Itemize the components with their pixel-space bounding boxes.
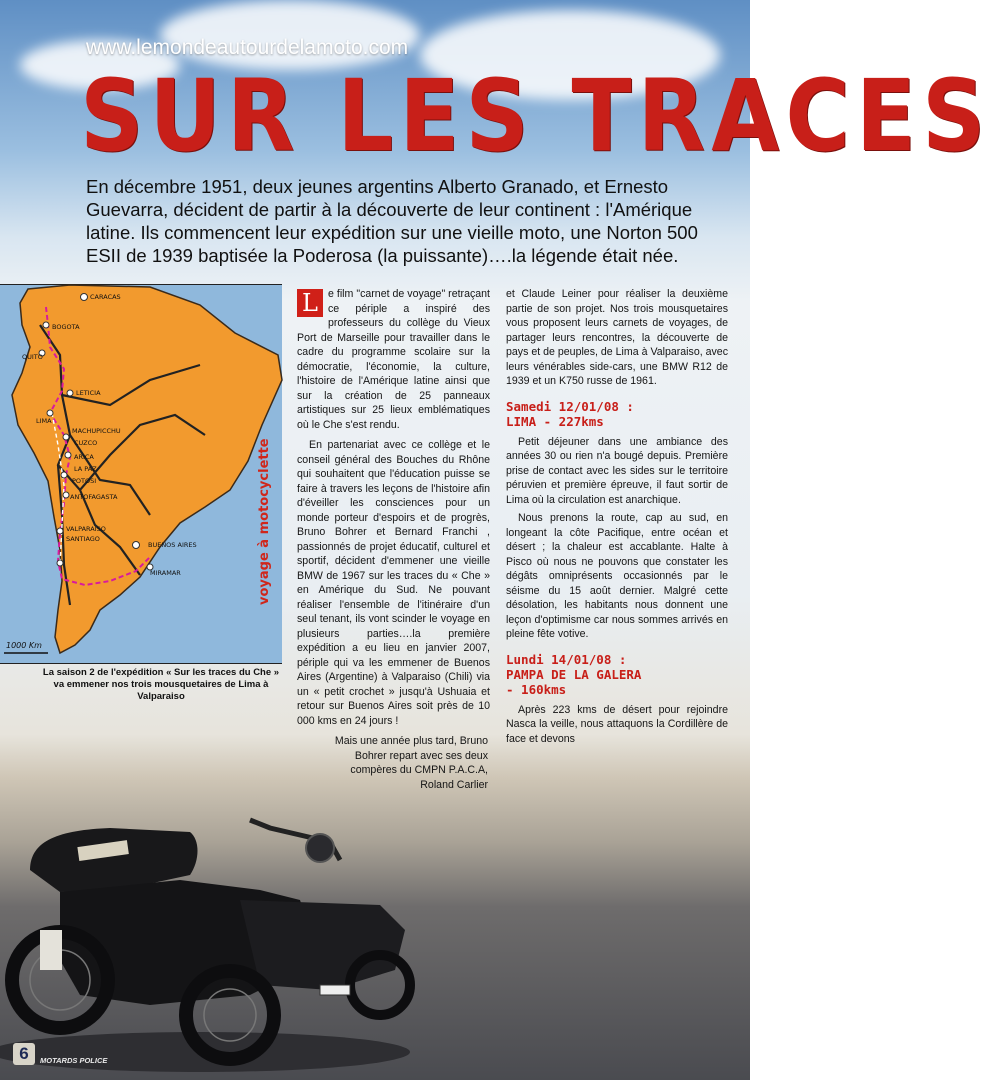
map-label-bogota: BOGOTA (52, 323, 80, 331)
map-label-miramar: MIRAMAR (150, 569, 181, 577)
section-heading-saturday (506, 399, 728, 429)
article-column-1 (297, 287, 490, 792)
article-paragraph-3: Mais une année plus tard, Bruno Bohrer repart avec ses deux compères du CMPN P.A.C.A, Roland Carlier (334, 735, 488, 791)
map-label-santiago: SANTIAGO (66, 535, 100, 543)
map-label-lima: LIMA (36, 417, 52, 425)
map-label-arica: ARICA (74, 453, 94, 461)
map-label-antofagasta: ANTOFAGASTA (70, 493, 118, 501)
map-label-la-paz: LA PAZ (74, 465, 97, 473)
map-label-buenos-aires: BUENOS AIRES (148, 541, 197, 549)
map-caption: La saison 2 de l'expédition « Sur les traces du Che » va emmener nos trois mousquetaires de Lima à Valparaiso (42, 667, 280, 702)
article-paragraph-6: Nous prenons la route, cap au sud, en longeant la côte Pacifique, entre océan et désert ; la chaleur est accablante. Halte à Pisco où nous ne pouvons que constater les dégâts omniprésents occasionnés par le séisme du 15 août dernier. Malgré cette désolation, les habitants nous donnent une leçon d'optimisme car nous sommes arrivés en pleine fête votive. (506, 512, 728, 640)
page-number: 6 (13, 1043, 35, 1065)
article-paragraph-7: Après 223 kms de désert pour rejoindre Nasca la veille, nous attaquons la Cordillère de face et devons (506, 703, 728, 745)
section-heading-monday-distance: - 160kms (506, 681, 567, 697)
publication-name: MOTARDS POLICE (40, 1056, 108, 1065)
website-url: www.lemondeautourdelamoto.com (86, 36, 409, 59)
article-paragraph-1: e film "carnet de voyage" retraçant ce périple a inspiré des professeurs du collège du Vieux Port de Marseille pour travailler dans le cadre du programme scolaire sur la démocratie, l'économie, la culture, l'histoire de l'Amérique latine ainsi que sur la création de 25 panneaux artistiques sur 25 lieux emblématiques où le Che s'est rendu. (297, 288, 490, 431)
sidecar-motorcycle-photo (0, 780, 420, 1080)
map-vertical-title: voyage à motocyclette (257, 438, 272, 605)
map-label-caracas: CARACAS (90, 293, 121, 301)
map-scale-label: 1000 Km (6, 641, 42, 650)
map-label-potosi: POTOSI (72, 477, 97, 485)
map-label-machupicchu: MACHUPICCHU (72, 427, 121, 435)
section-heading-monday-place: PAMPA DE LA GALERA (506, 666, 642, 682)
section-heading-monday (506, 652, 728, 697)
article-paragraph-2: En partenariat avec ce collège et le conseil général des Bouches du Rhône qui souhaitent que l'éducation puisse se faire à travers les leçons de l'histoire afin d'éveiller les consciences pour un monde porteur d'espoirs et de progrès, Bruno Bohrer et Bernard Franchi , passionnés de projet éducatif, culturel et sportif, décident d'emmener une vieille BMW de 1967 sur les traces du « Che » en Amérique du Sud. Ne pouvant réaliser l'ensemble de l'itinéraire d'un seul tenant, ils vont scinder le voyage en plusieurs parties….la première expédition a eu lieu en janvier 2007, périple qui va les emmener de Buenos Aires (Argentine) à Valparaiso (Chili) via un « petit crochet » jusqu'à Ushuaia et retour sur Buenos Aires soit près de 10 000 kms en 24 jours ! (297, 439, 490, 727)
map-label-valparaiso: VALPARAISO (66, 525, 106, 533)
map-label-leticia: LETICIA (76, 389, 101, 397)
section-heading-saturday-date: Samedi 12/01/08 : (506, 398, 634, 414)
article-column-2 (506, 287, 728, 746)
map-label-cuzco: CUZCO (74, 439, 98, 447)
map-label-quito: QUITO (22, 353, 43, 361)
page-headline: SUR LES TRACES (80, 58, 991, 174)
section-heading-saturday-place: LIMA - 227kms (506, 413, 604, 429)
article-paragraph-5: Petit déjeuner dans une ambiance des années 30 ou rien n'a bougé depuis. Première prise de contact avec les sides sur le territoire péruvien et première épreuve, il faut sortir de Lima où la circulation est anarchique. (506, 435, 728, 506)
south-america-route-map (0, 284, 282, 664)
intro-paragraph: En décembre 1951, deux jeunes argentins Alberto Granado, et Ernesto Guevarra, décident de partir à la découverte de leur continent : l'Amérique latine. Ils commencent leur expédition sur une vieille moto, une Norton 500 ESII de 1939 baptisée la Poderosa (la puissante)….la légende était née. (86, 176, 698, 266)
drop-cap: L (297, 289, 323, 317)
article-paragraph-4: et Claude Leiner pour réaliser la deuxième partie de son projet. Nos trois mousquetaires vous proposent leurs carnets de voyages, de partager leurs rencontres, la découverte de pays et de peuples, de Lima à Valparaiso, avec leurs vénérables side-cars, une BMW R12 de 1939 et un K750 russe de 1961. (506, 288, 728, 387)
section-heading-monday-date: Lundi 14/01/08 : (506, 651, 627, 667)
